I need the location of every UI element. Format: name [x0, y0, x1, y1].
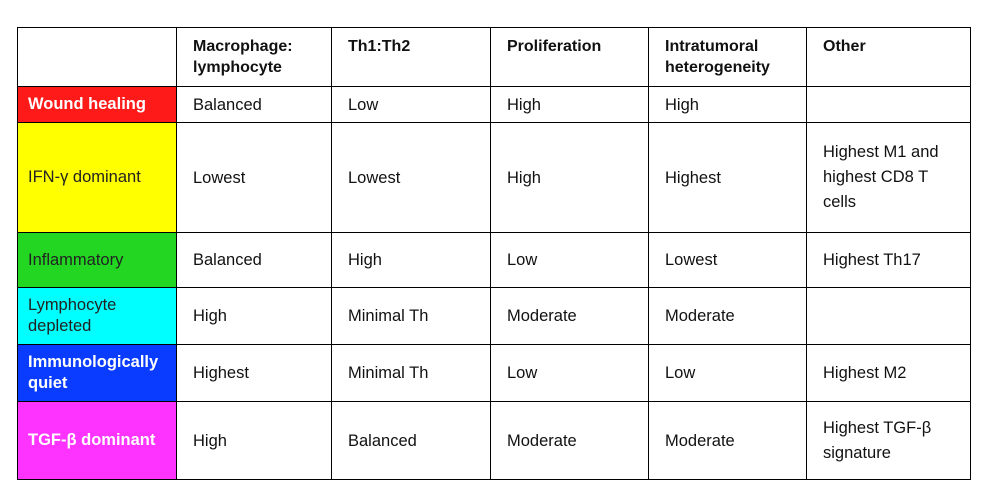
header-th1-th2: Th1:Th2 — [332, 28, 491, 87]
table-cell — [807, 288, 971, 345]
header-intratumoral-heterogeneity: Intratumoral heterogeneity — [649, 28, 807, 87]
subtype-label: TGF-β dominant — [18, 402, 177, 480]
table-row — [18, 345, 971, 402]
table-cell: Lowest — [332, 123, 491, 233]
table-cell: Low — [332, 87, 491, 123]
header-other: Other — [807, 28, 971, 87]
header-macrophage-lymphocyte: Macrophage: lymphocyte — [177, 28, 332, 87]
table-cell: Low — [649, 345, 807, 402]
table-row — [18, 233, 971, 288]
table-cell: Low — [491, 233, 649, 288]
table-cell: Balanced — [177, 87, 332, 123]
subtype-label: Immunologically quiet — [18, 345, 177, 402]
table-cell: Minimal Th — [332, 288, 491, 345]
table-cell: Moderate — [649, 288, 807, 345]
table-cell: Moderate — [649, 402, 807, 480]
table-cell: Highest — [649, 123, 807, 233]
table-row — [18, 402, 971, 480]
table-row — [18, 123, 971, 233]
table-cell: Moderate — [491, 402, 649, 480]
table-cell: Balanced — [177, 233, 332, 288]
table-cell: High — [177, 402, 332, 480]
table-cell: Highest TGF-β signature — [807, 402, 971, 480]
table-cell: High — [177, 288, 332, 345]
table-cell — [807, 87, 971, 123]
subtype-label: Inflammatory — [18, 233, 177, 288]
table-cell: Highest Th17 — [807, 233, 971, 288]
subtype-label: Wound healing — [18, 87, 177, 123]
table-cell: Minimal Th — [332, 345, 491, 402]
subtype-label: Lymphocyte depleted — [18, 288, 177, 345]
table-cell: High — [649, 87, 807, 123]
table-cell: Highest M2 — [807, 345, 971, 402]
table-cell: High — [491, 87, 649, 123]
header-cell-empty — [18, 28, 177, 87]
table-row — [18, 288, 971, 345]
table-cell: High — [332, 233, 491, 288]
subtype-label: IFN-γ dominant — [18, 123, 177, 233]
table-cell: Low — [491, 345, 649, 402]
header-row — [18, 28, 971, 87]
table-cell: Lowest — [649, 233, 807, 288]
table-cell: Highest M1 and highest CD8 T cells — [807, 123, 971, 233]
table-cell: Highest — [177, 345, 332, 402]
table-cell: Lowest — [177, 123, 332, 233]
table-cell: High — [491, 123, 649, 233]
table-cell: Balanced — [332, 402, 491, 480]
immune-subtype-table — [17, 27, 971, 480]
header-proliferation: Proliferation — [491, 28, 649, 87]
table-row — [18, 87, 971, 123]
table-cell: Moderate — [491, 288, 649, 345]
